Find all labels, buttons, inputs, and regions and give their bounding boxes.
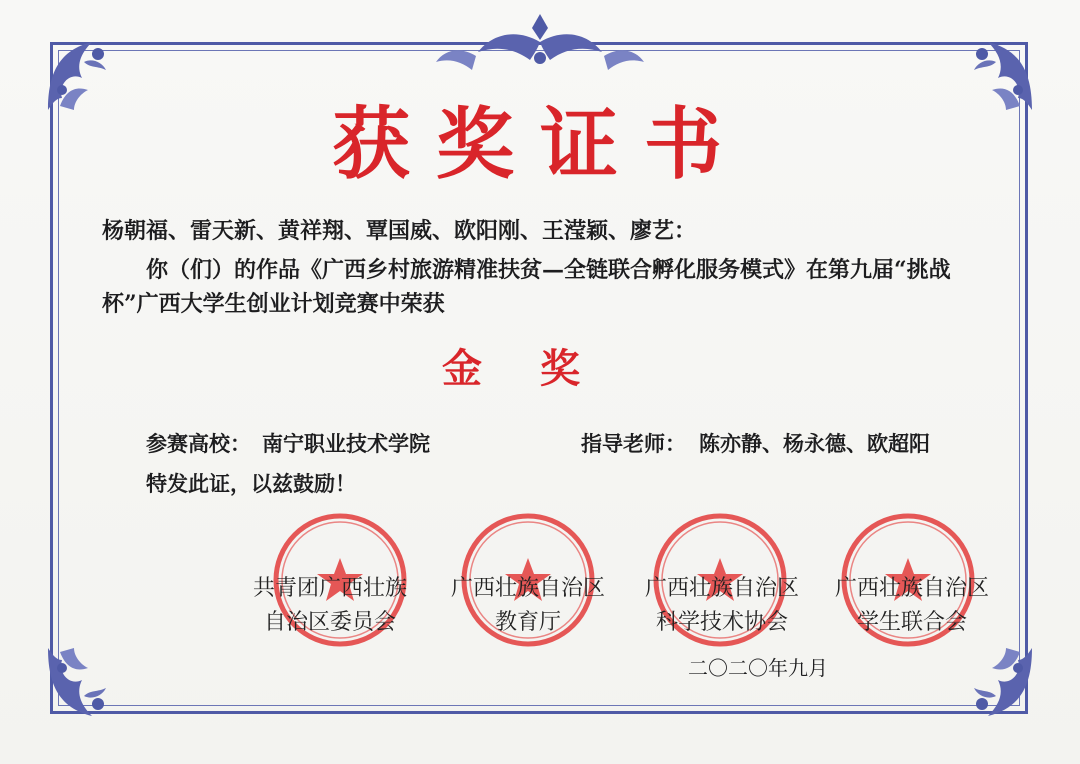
issuer-education-dept [428,572,628,640]
issue-date: 二〇二〇年九月 [688,656,828,680]
issuer-youth-league [230,572,430,640]
school-label: 参赛高校： [146,431,251,456]
crown-ornament-icon [430,6,650,76]
encouragement-line: 特发此证，以兹鼓励！ [146,471,356,496]
teacher-label: 指导老师： [581,431,686,456]
recipients-list: 杨朝福、雷天新、黄祥翔、覃国威、欧阳刚、王滢颖、廖艺： [102,218,697,244]
issuer-student-federation [812,572,1012,640]
certificate-title: 获奖证书 [331,99,748,190]
award-level: 金奖 [442,345,638,392]
issuer-line: 学生联合会 [856,610,967,635]
issuer-line: 广西壮族自治区 [450,576,605,601]
issuer-line: 教育厅 [494,610,561,635]
corner-ornament-icon [40,640,126,726]
issuer-line: 自治区委员会 [263,610,396,635]
teacher-names: 陈亦静、杨永德、欧超阳 [699,431,930,456]
issuer-science-association [622,572,822,640]
award-description: 你（们）的作品《广西乡村旅游精准扶贫—全链联合孵化服务模式》在第九届“挑战杯”广西大学生创业计划竞赛中荣获 [102,257,951,317]
issuer-line: 广西壮族自治区 [644,576,799,601]
school-name: 南宁职业技术学院 [262,431,430,456]
issuer-line: 科学技术协会 [655,610,788,635]
issuer-line: 广西壮族自治区 [834,576,989,601]
corner-ornament-icon [954,640,1040,726]
issuer-line: 共青团广西壮族 [252,576,407,601]
